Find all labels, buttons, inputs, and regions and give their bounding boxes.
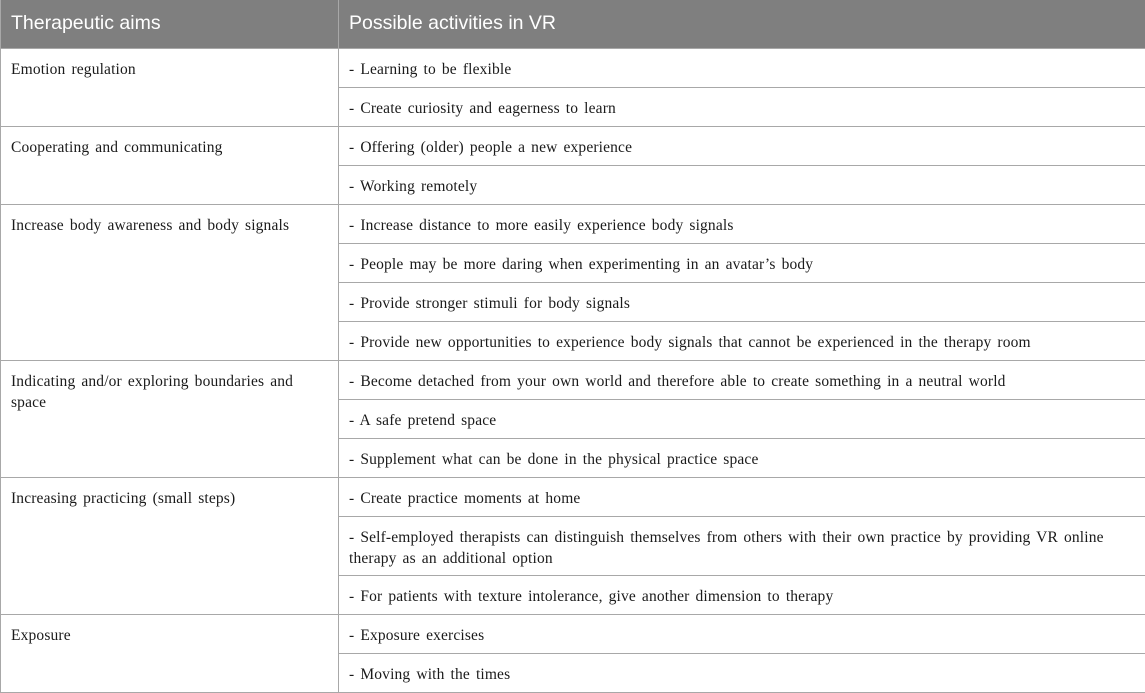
activity-cell: - Offering (older) people a new experience bbox=[339, 126, 1145, 165]
table-row bbox=[1, 126, 1145, 165]
activity-cell: - Become detached from your own world and therefore able to create something in a neutral world bbox=[339, 360, 1145, 399]
activity-cell: - Increase distance to more easily experience body signals bbox=[339, 204, 1145, 243]
table-row bbox=[1, 48, 1145, 87]
header-possible-activities: Possible activities in VR bbox=[339, 0, 1145, 48]
activity-cell: - For patients with texture intolerance, give another dimension to therapy bbox=[339, 575, 1145, 614]
aim-cell: Increasing practicing (small steps) bbox=[1, 477, 339, 614]
activity-cell: - Create practice moments at home bbox=[339, 477, 1145, 516]
activity-cell: - Supplement what can be done in the physical practice space bbox=[339, 438, 1145, 477]
table-header-row bbox=[1, 0, 1145, 48]
activity-cell: - Create curiosity and eagerness to learn bbox=[339, 87, 1145, 126]
aim-cell: Exposure bbox=[1, 614, 339, 692]
activity-cell: - Provide new opportunities to experience body signals that cannot be experienced in the therapy room bbox=[339, 321, 1145, 360]
activity-cell: - A safe pretend space bbox=[339, 399, 1145, 438]
table-row bbox=[1, 477, 1145, 516]
table-row bbox=[1, 614, 1145, 653]
activity-cell: - People may be more daring when experimenting in an avatar’s body bbox=[339, 243, 1145, 282]
activity-cell: - Working remotely bbox=[339, 165, 1145, 204]
aim-cell: Indicating and/or exploring boundaries and space bbox=[1, 360, 339, 477]
header-therapeutic-aims: Therapeutic aims bbox=[1, 0, 339, 48]
activity-cell: - Exposure exercises bbox=[339, 614, 1145, 653]
aim-cell: Increase body awareness and body signals bbox=[1, 204, 339, 360]
activity-cell: - Provide stronger stimuli for body signals bbox=[339, 282, 1145, 321]
table-row bbox=[1, 204, 1145, 243]
table-row bbox=[1, 360, 1145, 399]
activity-cell: - Learning to be flexible bbox=[339, 48, 1145, 87]
activity-cell: - Self-employed therapists can distinguish themselves from others with their own practice by providing VR online therapy as an additional option bbox=[339, 516, 1145, 575]
aim-cell: Cooperating and communicating bbox=[1, 126, 339, 204]
aim-cell: Emotion regulation bbox=[1, 48, 339, 126]
activity-cell: - Moving with the times bbox=[339, 653, 1145, 692]
